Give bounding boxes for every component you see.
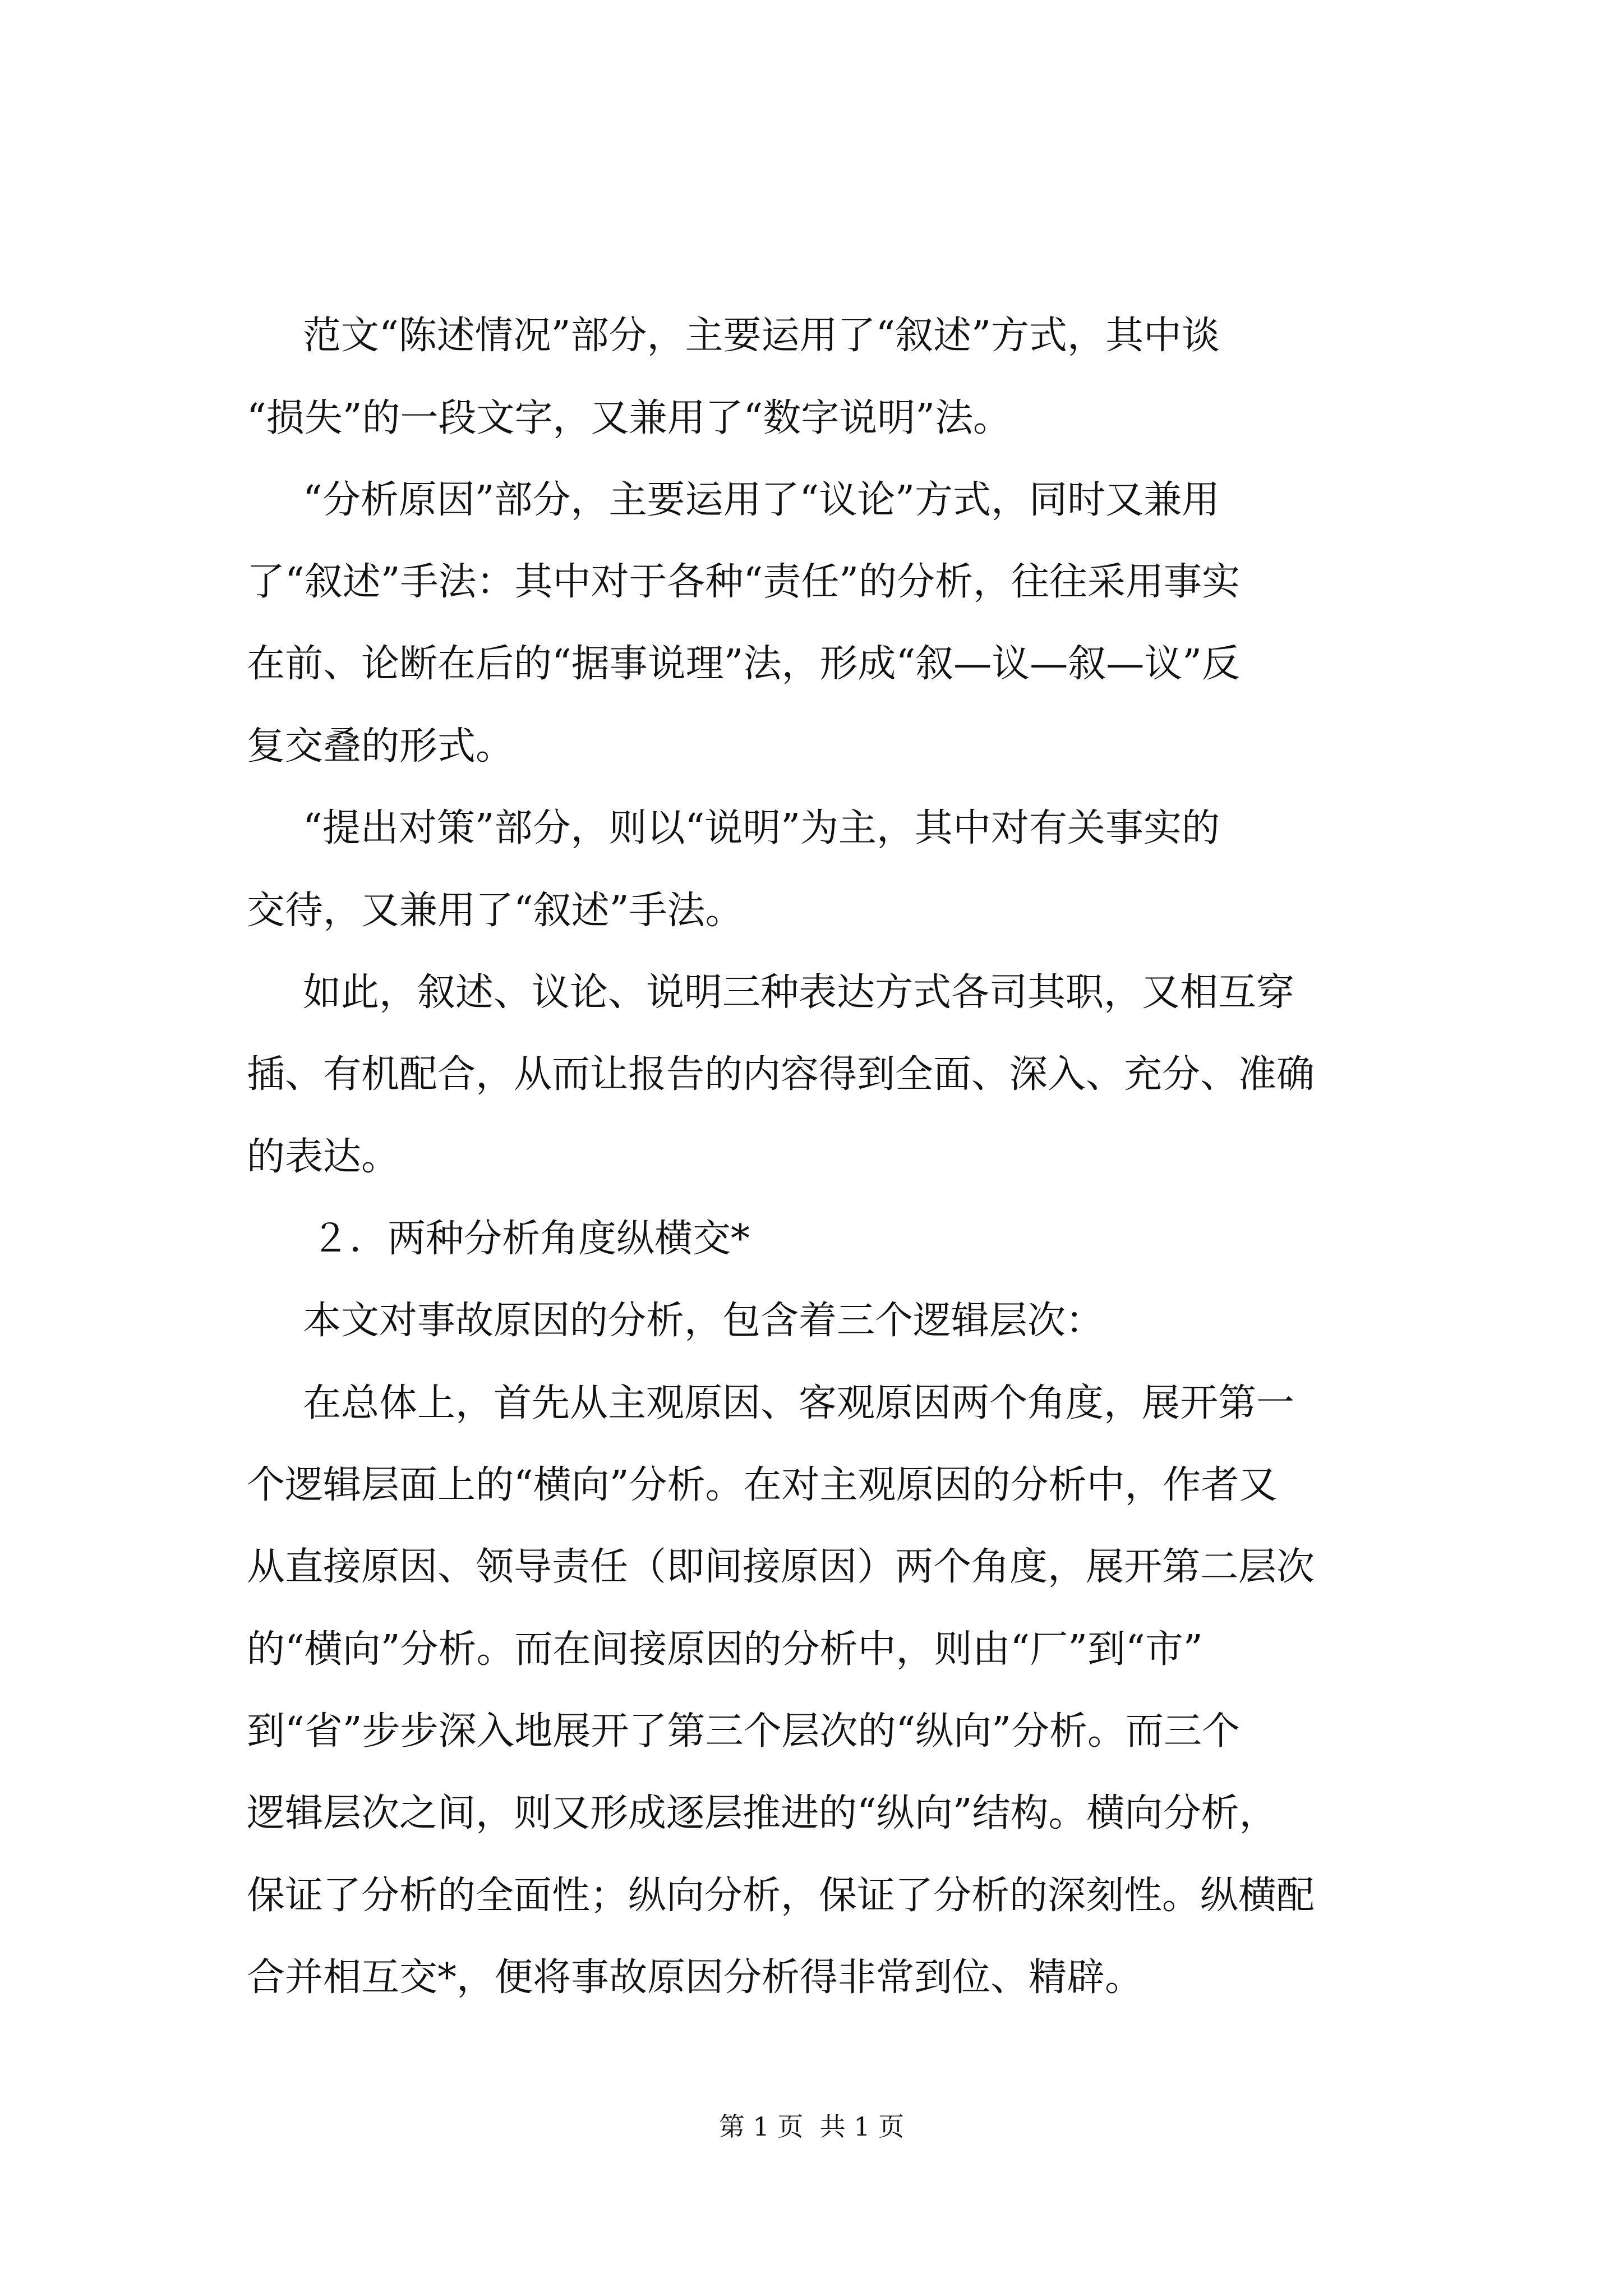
text-line-19: 逻辑层次之间，则又形成逐层推进的“纵向”结构。横向分析， <box>247 1791 1278 1835</box>
section-heading: ２．两种分析角度纵横交* <box>311 1217 750 1261</box>
text-line-21: 合并相互交*，便将事故原因分析得非常到位、精辟。 <box>247 1955 1144 2000</box>
text-line-16: 从直接原因、领导责任（即间接原因）两个角度，展开第二层次 <box>247 1545 1315 1589</box>
text-line-13: 本文对事故原因的分析，包含着三个逻辑层次： <box>303 1299 1104 1343</box>
text-line-8: 交待，又兼用了“叙述”手法。 <box>247 889 744 933</box>
text-line-15: 个逻辑层面上的“横向”分析。在对主观原因的分析中，作者又 <box>247 1463 1278 1507</box>
text-line-9: 如此，叙述、议论、说明三种表达方式各司其职，又相互穿 <box>303 970 1295 1015</box>
text-line-4: 了“叙述”手法：其中对于各种“责任”的分析，往往采用事实 <box>247 560 1241 604</box>
text-line-2: “损失”的一段文字，又兼用了“数字说明”法。 <box>247 396 1012 440</box>
text-line-14: 在总体上，首先从主观原因、客观原因两个角度，展开第一 <box>303 1381 1295 1425</box>
text-line-18: 到“省”步步深入地展开了第三个层次的“纵向”分析。而三个 <box>247 1709 1241 1754</box>
text-line-5: 在前、论断在后的“据事说理”法，形成“叙—议—叙—议”反 <box>247 642 1241 686</box>
text-line-10: 插、有机配合，从而让报告的内容得到全面、深入、充分、准确 <box>247 1052 1315 1097</box>
text-line-6: 复交叠的形式。 <box>247 724 514 769</box>
text-line-11: 的表达。 <box>247 1135 400 1179</box>
text-line-3: “分析原因”部分，主要运用了“议论”方式，同时又兼用 <box>303 478 1220 522</box>
text-line-7: “提出对策”部分，则以“说明”为主，其中对有关事实的 <box>303 806 1220 850</box>
text-line-1: 范文“陈述情况”部分，主要运用了“叙述”方式，其中谈 <box>303 314 1220 358</box>
text-line-20: 保证了分析的全面性；纵向分析，保证了分析的深刻性。纵横配 <box>247 1874 1315 1918</box>
text-line-17: 的“横向”分析。而在间接原因的分析中，则由“厂”到“市” <box>247 1627 1203 1672</box>
page-footer: 第 1 页 共 1 页 <box>718 2111 905 2142</box>
